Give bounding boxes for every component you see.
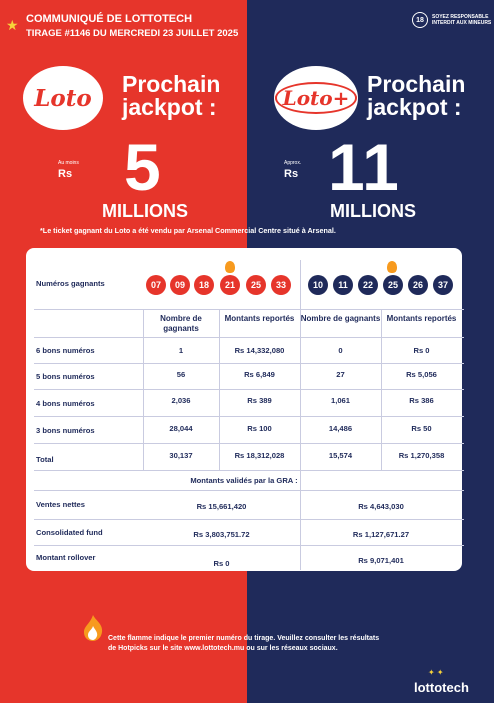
table-row-label: 5 bons numéros <box>36 372 95 381</box>
loto-logo: Loto <box>23 66 103 130</box>
flame-icon <box>82 614 104 642</box>
table-cell: Rs 6,849 <box>244 370 275 379</box>
responsible-gaming-badge <box>412 12 491 28</box>
table-row-label: 6 bons numéros <box>36 346 95 355</box>
table-cell: 2,036 <box>171 396 191 405</box>
loto-ball: 21 <box>220 275 240 295</box>
table-row-label: Ventes nettes <box>36 500 85 509</box>
table-cell: Rs 0 <box>413 346 430 355</box>
table-cell: Rs 15,661,420 <box>196 502 247 511</box>
table-row-label: 3 bons numéros <box>36 426 95 435</box>
draw-info: TIRAGE #1146 DU MERCREDI 23 JUILLET 2025 <box>26 28 239 39</box>
lotoplus-ball: 22 <box>358 275 378 295</box>
loto-jackpot-amount: 5 <box>124 130 162 204</box>
lotoplus-col-amounts: Montants reportés <box>386 314 457 323</box>
results-table <box>26 248 462 571</box>
lotoplus-logo: Loto+ <box>274 66 358 130</box>
table-cell: 56 <box>176 370 186 379</box>
table-cell: Rs 3,803,751.72 <box>193 530 250 539</box>
responsible-line2: INTERDIT AUX MINEURS <box>432 20 492 26</box>
lotoplus-ball: 10 <box>308 275 328 295</box>
table-cell: Rs 4,643,030 <box>358 502 404 511</box>
table-row-label: Montant rollover <box>36 553 96 562</box>
sparkle-icon: ✦ ✦ <box>428 668 444 677</box>
table-row-label: Total <box>36 455 54 464</box>
table-row-label: Consolidated fund <box>36 528 103 537</box>
lotoplus-qualifier: Approx. <box>284 160 302 166</box>
loto-ball: 09 <box>170 275 190 295</box>
winning-ticket-note: *Le ticket gagnant du Loto a été vendu par Arsenal Commercial Centre situé à Arsenal. <box>40 226 336 235</box>
table-cell: Rs 18,312,028 <box>234 451 285 460</box>
table-cell: Rs 1,127,671.27 <box>352 530 410 539</box>
gra-title: Montants validés par la GRA : <box>190 476 298 485</box>
lotoplus-ball: 26 <box>408 275 428 295</box>
table-cell: 27 <box>336 370 345 379</box>
loto-currency: Rs <box>58 168 73 180</box>
loto-jackpot-unit: MILLIONS <box>102 201 188 221</box>
table-cell: Rs 1,270,358 <box>398 451 445 460</box>
lotoplus-ball: 25 <box>383 275 403 295</box>
table-cell: Rs 50 <box>411 424 432 433</box>
lotoplus-jackpot-unit: MILLIONS <box>330 201 416 221</box>
lotoplus-jackpot-heading: Prochain jackpot : <box>367 71 466 120</box>
communique-title: COMMUNIQUÉ DE LOTTOTECH <box>26 13 193 25</box>
loto-ball: 25 <box>246 275 266 295</box>
first-number-flame-icon <box>387 261 397 273</box>
lotoplus-col-winners: Nombre de gagnants <box>300 314 381 323</box>
table-cell: 1,061 <box>330 396 350 405</box>
table-cell: Rs 9,071,401 <box>358 556 404 565</box>
loto-qualifier: Au moins <box>58 160 79 166</box>
lotoplus-ball: 37 <box>433 275 453 295</box>
lotoplus-currency: Rs <box>284 168 299 180</box>
table-cell: Rs 100 <box>247 424 272 433</box>
table-cell: 15,574 <box>328 451 353 460</box>
age-18-icon: 18 <box>412 12 428 28</box>
responsible-line1: SOYEZ RESPONSABLE <box>432 14 489 20</box>
loto-col-amounts: Montants reportés <box>224 314 295 323</box>
table-cell: Rs 14,332,080 <box>234 346 285 355</box>
table-cell: 0 <box>338 346 343 355</box>
star-icon: ★ <box>6 17 19 33</box>
table-cell: Rs 5,056 <box>406 370 437 379</box>
lotoplus-ball: 11 <box>333 275 353 295</box>
loto-jackpot-heading: Prochain jackpot : <box>122 71 221 120</box>
first-number-flame-icon <box>225 261 235 273</box>
winning-numbers-label: Numéros gagnants <box>36 279 105 288</box>
table-cell: Rs 386 <box>409 396 434 405</box>
loto-ball: 33 <box>271 275 291 295</box>
footer-note: Cette flamme indique le premier numéro du tirage. Veuillez consulter les résultats de Hotpicks sur le site www.lottotech.mu ou sur les réseaux sociaux. <box>108 635 380 652</box>
loto-col-winners: Nombre de gagnants <box>160 314 202 333</box>
table-cell: 28,044 <box>169 424 193 433</box>
table-cell: 30,137 <box>169 451 193 460</box>
lotoplus-jackpot-amount: 11 <box>328 130 400 204</box>
table-cell: Rs 0 <box>213 559 230 568</box>
table-cell: 1 <box>178 346 184 355</box>
table-cell: 14,486 <box>328 424 353 433</box>
table-row-label: 4 bons numéros <box>36 399 95 408</box>
loto-ball: 07 <box>146 275 166 295</box>
loto-ball: 18 <box>194 275 214 295</box>
table-cell: Rs 389 <box>247 396 272 405</box>
lottotech-logo: lottotech <box>414 680 469 695</box>
